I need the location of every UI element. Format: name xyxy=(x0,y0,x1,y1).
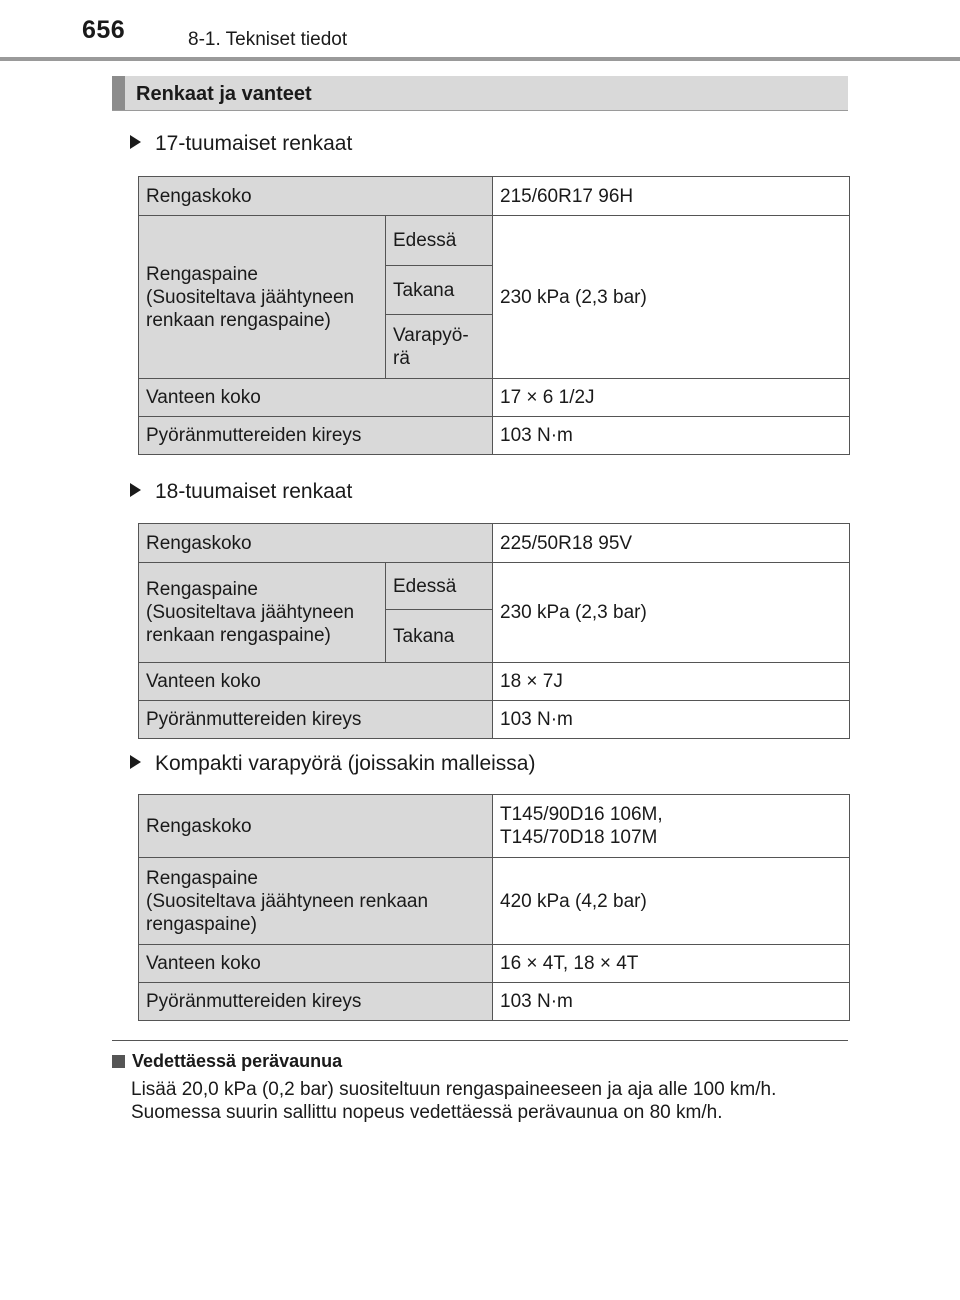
section-divider xyxy=(112,1040,848,1041)
subheading-text: Kompakti varapyörä (joissakin malleissa) xyxy=(155,752,536,775)
header-rule xyxy=(0,57,960,61)
note-title-text: Vedettäessä perävaunua xyxy=(132,1051,343,1071)
heading-underline xyxy=(112,110,848,111)
torque-value: 103 N·m xyxy=(493,417,850,455)
section-title: 8-1. Tekniset tiedot xyxy=(188,29,348,50)
rim-size-label: Vanteen koko xyxy=(139,663,493,701)
pressure-label: Rengaspaine (Suositeltava jäähtyneen renkaan rengaspaine) xyxy=(139,563,386,663)
pressure-label: Rengaspaine (Suositeltava jäähtyneen renkaan rengaspaine) xyxy=(139,858,493,945)
torque-label: Pyöränmuttereiden kireys xyxy=(139,417,493,455)
square-bullet-icon xyxy=(112,1055,125,1068)
triangle-bullet-icon xyxy=(130,483,141,497)
pressure-value: 230 kPa (2,3 bar) xyxy=(493,216,850,379)
subheading-text: 17-tuumaiset renkaat xyxy=(155,132,353,155)
triangle-bullet-icon xyxy=(130,135,141,149)
pressure-value: 420 kPa (4,2 bar) xyxy=(493,858,850,945)
spec-table-17in xyxy=(138,176,850,455)
pressure-value: 230 kPa (2,3 bar) xyxy=(493,563,850,663)
rim-size-label: Vanteen koko xyxy=(139,945,493,983)
subheading-18in xyxy=(130,480,352,504)
position-rear: Takana xyxy=(386,266,493,315)
heading-bar xyxy=(112,76,848,110)
spec-table-18in xyxy=(138,523,850,739)
position-rear: Takana xyxy=(386,610,493,663)
position-front: Edessä xyxy=(386,216,493,266)
triangle-bullet-icon xyxy=(130,755,141,769)
page-number: 656 xyxy=(82,16,126,44)
position-spare: Varapyö- rä xyxy=(386,315,493,379)
rim-size-label: Vanteen koko xyxy=(139,379,493,417)
heading-title: Renkaat ja vanteet xyxy=(136,83,312,105)
note-title xyxy=(112,1051,342,1072)
tire-size-value: 225/50R18 95V xyxy=(493,524,850,563)
rim-size-value: 17 × 6 1/2J xyxy=(493,379,850,417)
note-body: Lisää 20,0 kPa (0,2 bar) suositeltuun rengaspaineeseen ja aja alle 100 km/h. Suomessa suurin sallittu nopeus vedettäessä perävaunua on 80 km/h. xyxy=(131,1079,777,1123)
subheading-text: 18-tuumaiset renkaat xyxy=(155,480,353,503)
tire-size-label: Rengaskoko xyxy=(139,177,493,216)
position-front: Edessä xyxy=(386,563,493,610)
torque-label: Pyöränmuttereiden kireys xyxy=(139,983,493,1021)
rim-size-value: 16 × 4T, 18 × 4T xyxy=(493,945,850,983)
torque-label: Pyöränmuttereiden kireys xyxy=(139,701,493,739)
subheading-compact-spare xyxy=(130,752,535,776)
spec-table-compact-spare xyxy=(138,794,850,1021)
tire-size-value: 215/60R17 96H xyxy=(493,177,850,216)
pressure-label: Rengaspaine (Suositeltava jäähtyneen renkaan rengaspaine) xyxy=(139,216,386,379)
tire-size-value: T145/90D16 106M, T145/70D18 107M xyxy=(493,795,850,858)
rim-size-value: 18 × 7J xyxy=(493,663,850,701)
tire-size-label: Rengaskoko xyxy=(139,795,493,858)
subheading-17in xyxy=(130,132,352,156)
torque-value: 103 N·m xyxy=(493,983,850,1021)
heading-marker xyxy=(112,76,125,110)
tire-size-label: Rengaskoko xyxy=(139,524,493,563)
torque-value: 103 N·m xyxy=(493,701,850,739)
